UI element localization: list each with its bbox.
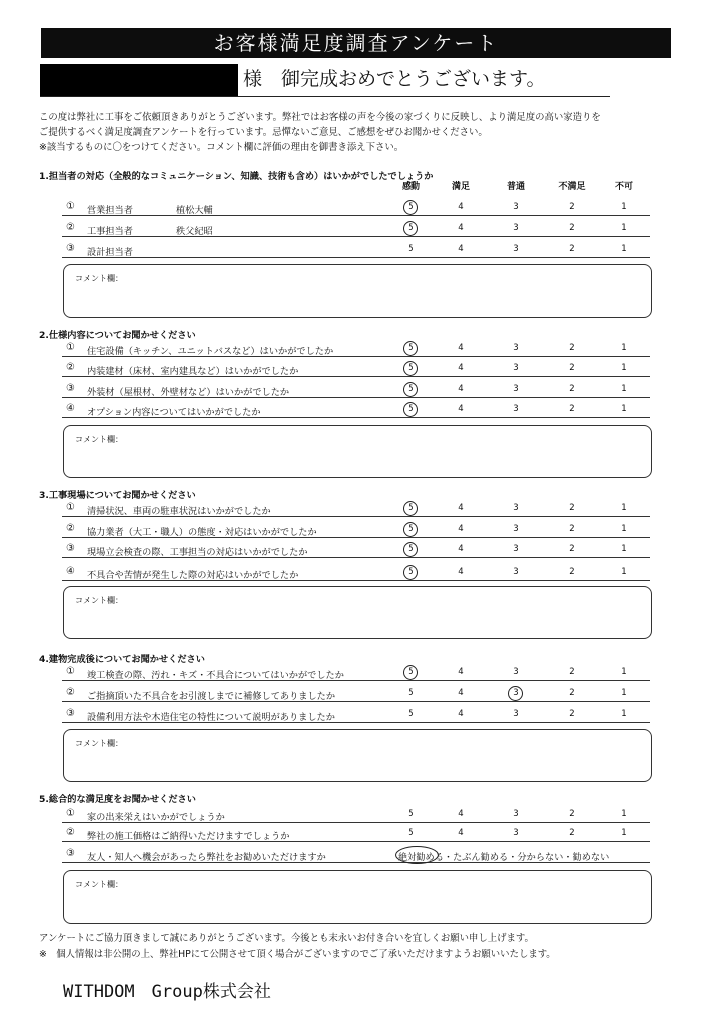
- question-underline: [62, 537, 650, 538]
- comment-label: コメント欄：: [75, 274, 123, 283]
- rating-option[interactable]: 1: [621, 343, 627, 353]
- question-number: ②: [66, 523, 75, 534]
- rating-option[interactable]: 3: [513, 223, 519, 233]
- rating-option[interactable]: 2: [569, 503, 575, 513]
- column-header: 不満足: [558, 182, 586, 192]
- question-underline: [62, 257, 650, 258]
- rating-option[interactable]: 2: [569, 202, 575, 212]
- rating-option[interactable]: 2: [569, 363, 575, 373]
- greeting-underline: [40, 96, 610, 97]
- rating-option[interactable]: 1: [621, 223, 627, 233]
- rating-option[interactable]: 2: [569, 404, 575, 414]
- question-underline: [62, 841, 650, 842]
- column-header: 満足: [451, 182, 470, 192]
- question-text: 設備利用方法や木造住宅の特性について説明がありましたか: [87, 712, 335, 723]
- rating-option[interactable]: 4: [458, 343, 464, 353]
- question-underline: [62, 215, 650, 216]
- question-text: 外装材（屋根材、外壁材など）はいかがでしたか: [87, 387, 290, 398]
- rating-option[interactable]: 2: [569, 384, 575, 394]
- comment-box[interactable]: [63, 586, 652, 639]
- question-number: ③: [66, 243, 75, 254]
- rating-option[interactable]: 1: [621, 567, 627, 577]
- rating-selected-circle: [403, 565, 418, 580]
- rating-option[interactable]: 2: [569, 343, 575, 353]
- rating-selected-circle: [403, 341, 418, 356]
- rating-option[interactable]: 4: [458, 544, 464, 554]
- question-underline: [62, 356, 650, 357]
- rating-option[interactable]: 3: [513, 828, 519, 838]
- comment-label: コメント欄：: [75, 596, 123, 605]
- question-text: オプション内容についてはいかがでしたか: [87, 407, 261, 418]
- question-text: 内装建材（床材、室内建具など）はいかがでしたか: [87, 366, 299, 377]
- question-text: 工事担当者: [87, 226, 133, 237]
- section-title: 2.仕様内容についてお聞かせください: [39, 330, 196, 341]
- rating-selected-circle: [403, 221, 418, 236]
- question-text: 弊社の施工価格はご納得いただけますでしょうか: [87, 831, 290, 842]
- comment-label: コメント欄：: [75, 435, 123, 444]
- rating-option[interactable]: 1: [621, 363, 627, 373]
- rating-selected-circle: [403, 542, 418, 557]
- rating-option[interactable]: 1: [621, 524, 627, 534]
- comment-box[interactable]: [63, 729, 652, 782]
- rating-option[interactable]: 3: [513, 544, 519, 554]
- intro-line: ※該当するものに〇をつけてください。コメント欄に評価の理由を御書き添え下さい。: [39, 142, 404, 153]
- question-underline: [62, 580, 650, 581]
- selected-choice-circle: [395, 846, 439, 864]
- staff-name: 植松大輔: [176, 205, 213, 216]
- question-text: 不具合や苦情が発生した際の対応はいかがでしたか: [87, 570, 299, 581]
- comment-box[interactable]: [63, 264, 652, 318]
- rating-option[interactable]: 4: [458, 809, 464, 819]
- question-number: ①: [66, 201, 75, 212]
- rating-option[interactable]: 4: [458, 828, 464, 838]
- rating-option[interactable]: 3: [513, 244, 519, 254]
- rating-option[interactable]: 1: [621, 404, 627, 414]
- question-text: 竣工検査の際、汚れ・キズ・不具合についてはいかがでしたか: [87, 670, 344, 681]
- question-underline: [62, 397, 650, 398]
- rating-selected-circle: [403, 402, 418, 417]
- rating-selected-circle: [508, 686, 523, 701]
- rating-option[interactable]: 3: [513, 567, 519, 577]
- rating-selected-circle: [403, 361, 418, 376]
- rating-option[interactable]: 3: [513, 363, 519, 373]
- question-number: ③: [66, 383, 75, 394]
- rating-option[interactable]: 1: [621, 244, 627, 254]
- question-underline: [62, 557, 650, 558]
- rating-option[interactable]: 5: [408, 244, 414, 254]
- rating-option[interactable]: 3: [513, 202, 519, 212]
- rating-option[interactable]: 5: [408, 524, 414, 534]
- rating-option[interactable]: 1: [621, 709, 627, 719]
- rating-option[interactable]: 5: [408, 567, 414, 577]
- question-number: ③: [66, 708, 75, 719]
- rating-option[interactable]: 2: [569, 809, 575, 819]
- question-number: ④: [66, 403, 75, 414]
- rating-option[interactable]: 3: [513, 404, 519, 414]
- question-number: ①: [66, 342, 75, 353]
- question-underline: [62, 822, 650, 823]
- rating-option[interactable]: 1: [621, 809, 627, 819]
- rating-selected-circle: [403, 501, 418, 516]
- column-header: 感動: [401, 182, 420, 192]
- rating-option[interactable]: 4: [458, 244, 464, 254]
- footer-thanks: アンケートにご協力頂きまして誠にありがとうございます。今後とも末永いお付き合いを宜しくお願い申し上げます。: [39, 933, 534, 944]
- redacted-customer-name: [40, 64, 238, 96]
- comment-label: コメント欄：: [75, 880, 123, 889]
- question-underline: [62, 417, 650, 418]
- rating-option[interactable]: 3: [513, 688, 519, 698]
- rating-option[interactable]: 3: [513, 384, 519, 394]
- rating-option[interactable]: 2: [569, 567, 575, 577]
- rating-option[interactable]: 2: [569, 709, 575, 719]
- rating-option[interactable]: 5: [408, 709, 414, 719]
- question-number: ③: [66, 848, 75, 859]
- rating-option[interactable]: 2: [569, 828, 575, 838]
- rating-selected-circle: [403, 522, 418, 537]
- question-number: ④: [66, 566, 75, 577]
- question-text: ご指摘頂いた不具合をお引渡しまでに補修してありましたか: [87, 691, 336, 702]
- rating-option[interactable]: 1: [621, 544, 627, 554]
- question-underline: [62, 722, 650, 723]
- question-text: 設計担当者: [87, 247, 133, 258]
- rating-selected-circle: [403, 382, 418, 397]
- question-underline: [62, 701, 650, 702]
- question-number: ③: [66, 543, 75, 554]
- question-underline: [62, 516, 650, 517]
- rating-option[interactable]: 1: [621, 384, 627, 394]
- rating-option[interactable]: 3: [513, 709, 519, 719]
- rating-option[interactable]: 3: [513, 343, 519, 353]
- question-number: ①: [66, 666, 75, 677]
- question-number: ②: [66, 687, 75, 698]
- rating-option[interactable]: 2: [569, 223, 575, 233]
- question-text: 友人・知人へ機会があったら弊社をお勧めいただけますか: [87, 852, 326, 863]
- rating-option[interactable]: 5: [408, 404, 414, 414]
- page-title: お客様満足度調査アンケート: [41, 28, 671, 58]
- intro-line: この度は弊社に工事をご依頼頂きありがとうございます。弊社ではお客様の声を今後の家づくりに反映し、より満足度の高い家造りを: [39, 112, 601, 123]
- rating-option[interactable]: 2: [569, 544, 575, 554]
- comment-label: コメント欄：: [75, 739, 123, 748]
- column-header: 普通: [506, 182, 525, 192]
- rating-option[interactable]: 5: [408, 223, 414, 233]
- rating-option[interactable]: 5: [408, 667, 414, 677]
- rating-selected-circle: [403, 200, 418, 215]
- rating-selected-circle: [403, 665, 418, 680]
- rating-option[interactable]: 1: [621, 667, 627, 677]
- rating-option[interactable]: 1: [621, 202, 627, 212]
- rating-option[interactable]: 2: [569, 524, 575, 534]
- rating-option[interactable]: 5: [408, 503, 414, 513]
- rating-option[interactable]: 1: [621, 828, 627, 838]
- rating-option[interactable]: 4: [458, 503, 464, 513]
- rating-option[interactable]: 1: [621, 503, 627, 513]
- question-number: ①: [66, 808, 75, 819]
- question-text: 現場立会検査の際、工事担当の対応はいかがでしたか: [87, 547, 308, 558]
- recommend-choices: 絶対勧める・たぶん勧める・分からない・勧めない: [398, 852, 610, 863]
- question-underline: [62, 236, 650, 237]
- question-underline: [62, 680, 650, 681]
- intro-line: ご提供するべく満足度調査アンケートを行っています。忌憚ないご意見、ご感想をぜひお聞かせください。: [39, 127, 488, 138]
- question-number: ②: [66, 827, 75, 838]
- comment-box[interactable]: [63, 870, 652, 924]
- intro-text: [39, 110, 689, 155]
- rating-option[interactable]: 5: [408, 544, 414, 554]
- rating-option[interactable]: 4: [458, 667, 464, 677]
- rating-option[interactable]: 3: [513, 667, 519, 677]
- rating-option[interactable]: 4: [458, 567, 464, 577]
- question-text: 清掃状況、車両の駐車状況はいかがでしたか: [87, 506, 271, 517]
- section-title: 3.工事現場についてお聞かせください: [39, 490, 196, 501]
- question-text: 住宅設備（キッチン、ユニットバスなど）はいかがでしたか: [87, 346, 334, 357]
- question-text: 協力業者（大工・職人）の態度・対応はいかがでしたか: [87, 527, 317, 538]
- column-header: 不可: [614, 182, 633, 192]
- section-title: 4.建物完成後についてお聞かせください: [39, 654, 205, 665]
- rating-option[interactable]: 4: [458, 363, 464, 373]
- rating-option[interactable]: 5: [408, 202, 414, 212]
- rating-option[interactable]: 2: [569, 667, 575, 677]
- rating-option[interactable]: 5: [408, 363, 414, 373]
- question-number: ②: [66, 362, 75, 373]
- section-title: 1.担当者の対応（全般的なコミュニケーション、知識、技術も含め）はいかがでしたでしょうか: [39, 171, 434, 182]
- rating-option[interactable]: 3: [513, 503, 519, 513]
- rating-option[interactable]: 5: [408, 828, 414, 838]
- rating-option[interactable]: 4: [458, 709, 464, 719]
- question-number: ②: [66, 222, 75, 233]
- rating-option[interactable]: 5: [408, 809, 414, 819]
- footer-privacy-note: ※ 個人情報は非公開の上、弊社HPにて公開させて頂く場合がございますのでご了承いただけますようお願いいたします。: [39, 949, 556, 960]
- rating-option[interactable]: 4: [458, 404, 464, 414]
- rating-option[interactable]: 2: [569, 688, 575, 698]
- company-name: WITHDOM Group株式会社: [63, 982, 271, 1002]
- rating-option[interactable]: 5: [408, 688, 414, 698]
- rating-option[interactable]: 4: [458, 384, 464, 394]
- question-number: ①: [66, 502, 75, 513]
- section-title: 5.総合的な満足度をお聞かせください: [39, 794, 196, 805]
- rating-option[interactable]: 3: [513, 809, 519, 819]
- question-text: 営業担当者: [87, 205, 133, 216]
- rating-option[interactable]: 1: [621, 688, 627, 698]
- rating-option[interactable]: 5: [408, 343, 414, 353]
- rating-option[interactable]: 4: [458, 688, 464, 698]
- rating-option[interactable]: 4: [458, 223, 464, 233]
- staff-name: 秩父紀昭: [176, 226, 213, 237]
- rating-option[interactable]: 5: [408, 384, 414, 394]
- rating-option[interactable]: 2: [569, 244, 575, 254]
- comment-box[interactable]: [63, 425, 652, 478]
- question-text: 家の出来栄えはいかがでしょうか: [87, 812, 225, 823]
- rating-option[interactable]: 4: [458, 202, 464, 212]
- greeting-text: 様 御完成おめでとうございます。: [243, 68, 546, 90]
- rating-option[interactable]: 4: [458, 524, 464, 534]
- question-underline: [62, 376, 650, 377]
- rating-option[interactable]: 3: [513, 524, 519, 534]
